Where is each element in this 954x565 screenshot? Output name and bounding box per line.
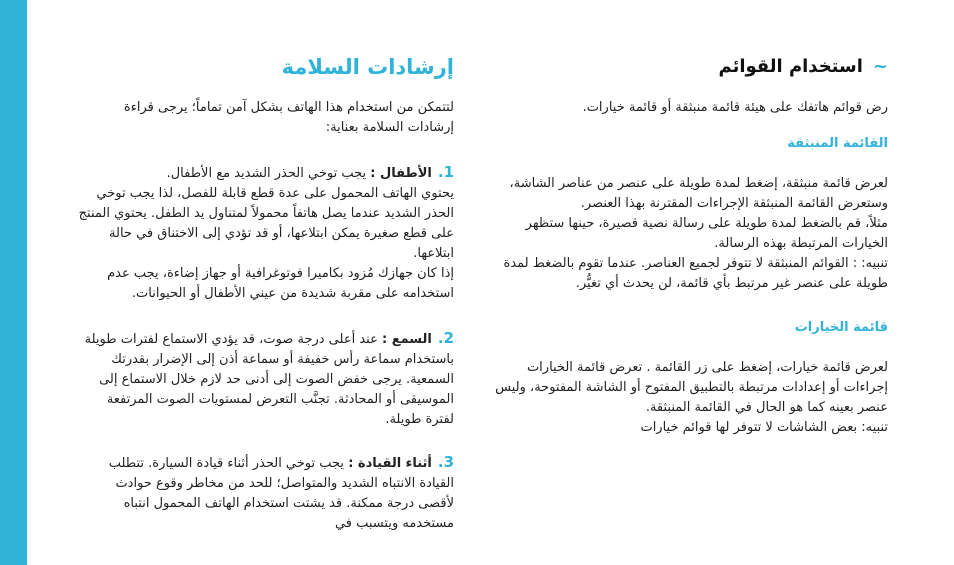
menus-title-text: استخدام القوائم bbox=[718, 56, 863, 77]
item-text: يجب توخي الحذر الشديد مع الأطفال. bbox=[166, 166, 367, 181]
item-label: السمع : bbox=[381, 332, 432, 347]
popup-menu-paragraph: لعرض قائمة منبثقة، إضغط لمدة طويلة على عنصر من عناصر الشاشة، وستعرض القائمة المنبثقة الإجراءات المقترنة بهذا العنصر. bbox=[509, 176, 888, 211]
safety-item-driving bbox=[78, 452, 454, 534]
tilde-icon: ~ bbox=[872, 56, 888, 77]
menus-column bbox=[494, 52, 888, 438]
safety-item-hearing bbox=[78, 328, 454, 430]
safety-item-children-detail: يحتوي الهاتف المحمول على عدة قطع قابلة للفصل، لذا يجب توخي الحذر الشديد عندما يصل هاتفاً محمولاً لمتناول يد الطفل. يحتوي المنتج على قطع صغيرة يمكن ابتلاعها، أو قد تؤدي إلى الاختناق في حالة ابتلاعها. bbox=[78, 186, 454, 261]
safety-title: إرشادات السلامة bbox=[281, 55, 454, 79]
item-number: 3. bbox=[437, 453, 454, 471]
item-label: الأطفال : bbox=[370, 166, 432, 181]
item-label: أثناء القيادة : bbox=[348, 456, 432, 471]
popup-menu-note: تنبيه: : القوائم المنبثقة لا تتوفر لجميع العناصر. عندما تقوم بالضغط لمدة طويلة على عنصر غير مرتبط بأي قائمة، لن يحدث أي تغيُّر. bbox=[503, 256, 888, 291]
menus-intro: رض قوائم هاتفك على هيئة قائمة منبثقة أو قائمة خيارات. bbox=[582, 100, 888, 115]
safety-intro: لتتمكن من استخدام هذا الهاتف بشكل آمن تماماً؛ يرجى قراءة إرشادات السلامة بعناية: bbox=[123, 100, 454, 135]
left-accent-strip bbox=[0, 0, 27, 565]
popup-menu-paragraph: مثلاً، قم بالضغط لمدة طويلة على رسالة نصية قصيرة، حينها ستظهر الخيارات المرتبطة بهذه الرسالة. bbox=[525, 216, 888, 251]
item-number: 1. bbox=[437, 163, 454, 181]
safety-column bbox=[78, 52, 454, 534]
popup-menu-title: القائمة المنبثقة bbox=[787, 136, 888, 151]
safety-item-children-detail-2: إذا كان جهازك مُزود بكاميرا فوتوغرافية أو جهاز إضاءة، يجب عدم استخدامه على مقربة شديدة من عيني الأطفال أو الحيوانات. bbox=[107, 266, 454, 301]
menus-title bbox=[494, 52, 888, 82]
item-text: يجب توخي الحذر أثناء قيادة السيارة. تتطلب القيادة الانتباه الشديد والمتواصل؛ للحد من مخاطر وقوع حوادث لأقصى درجة ممكنة. قد يشتت استخدام الهاتف المحمول انتباه مستخدمه ويتسبب في bbox=[108, 456, 454, 531]
options-menu-paragraph: لعرض قائمة خيارات، إضغط على زر القائمة . تعرض قائمة الخيارات إجراءات أو إعدادات مرتبطة بالتطبيق المفتوح أو الشاشة المفتوحة، وليس عنصر بعينه كما هو الحال في القائمة المنبثقة. bbox=[495, 360, 888, 415]
safety-item-children bbox=[78, 162, 454, 184]
item-text: عند أعلى درجة صوت، قد يؤدي الاستماع لفترات طويلة باستخدام سماعة رأس خفيفة أو سماعة أذن إلى الإضرار بقدرتك السمعية. يرجى خفض الصوت إلى أدنى حد لازم خلال الاستماع إلى الموسيقى أو المحادثة. تجنَّب التعرض لمستويات الصوت المرتفعة لفترة طويلة. bbox=[84, 332, 454, 427]
options-menu-note: تنبيه: بعض الشاشات لا تتوفر لها قوائم خيارات bbox=[640, 420, 888, 435]
item-number: 2. bbox=[437, 329, 454, 347]
options-menu-title: قائمة الخيارات bbox=[794, 320, 888, 335]
